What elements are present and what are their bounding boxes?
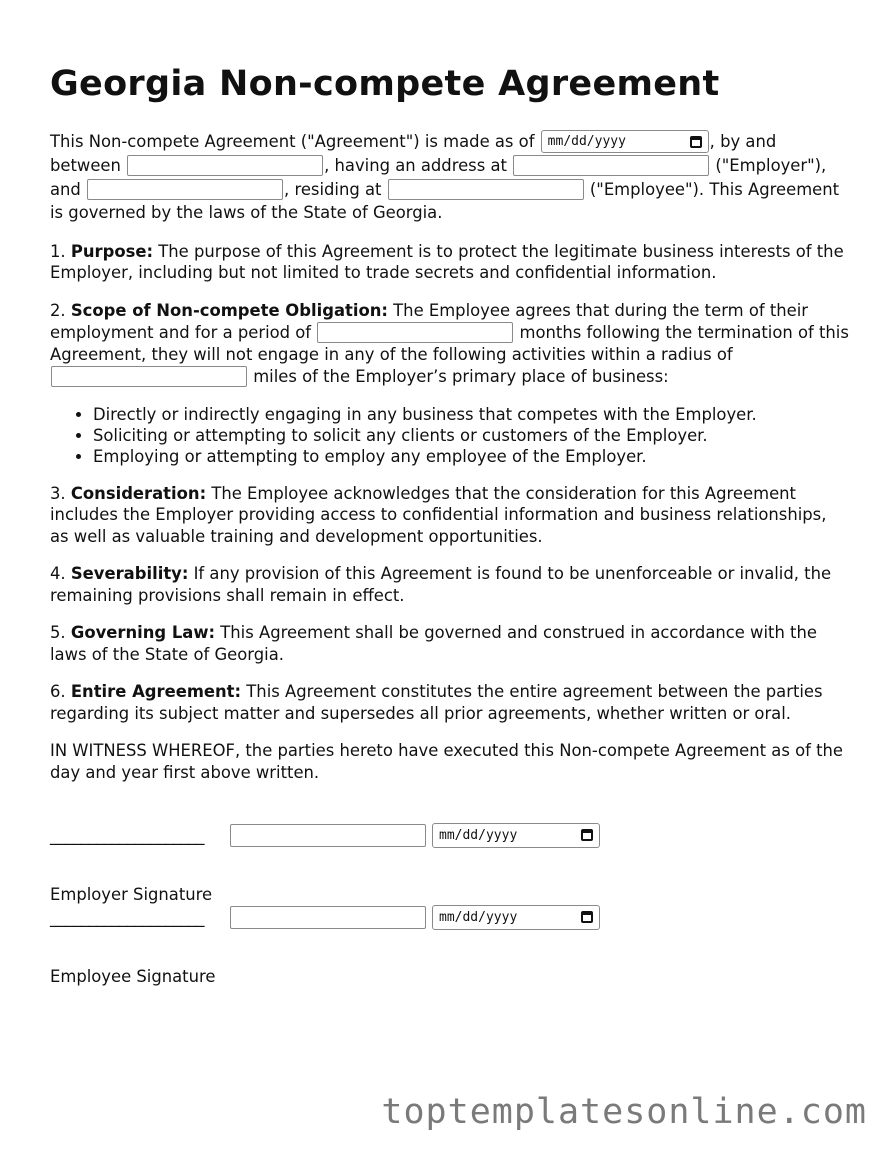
section-number: 4. xyxy=(50,564,71,583)
section-text: The Employee acknowledges that the consideration for this Agreement includes the Employer providing access to confidential information and business relationships, as well as valuable training and development opportunities. xyxy=(50,483,827,546)
page-title: Georgia Non-compete Agreement xyxy=(50,64,720,104)
section-heading: Purpose: xyxy=(70,241,154,261)
section-number: 6. xyxy=(50,682,71,701)
section-number: 1. xyxy=(50,241,71,261)
list-item: • Employing or attempting to employ any employee of the Employer. xyxy=(93,446,850,467)
employee-signature-label: Employee Signature xyxy=(50,967,216,986)
employee-date-field[interactable] xyxy=(432,905,600,930)
scope-text-3: miles of the Employer’s primary place of business: xyxy=(248,366,669,386)
date-placeholder: mm/dd/yyyy xyxy=(547,133,626,149)
calendar-icon[interactable] xyxy=(581,911,593,923)
section-text: This Agreement shall be governed and construed in accordance with the laws of the State of Georgia. xyxy=(50,623,817,664)
watermark: toptemplatesonline.com xyxy=(381,1092,867,1132)
employer-signature-field[interactable] xyxy=(230,824,426,847)
calendar-icon[interactable] xyxy=(690,136,702,148)
employer-address-field[interactable] xyxy=(513,155,709,176)
section-severability xyxy=(50,563,850,606)
radius-miles-field[interactable] xyxy=(51,366,247,387)
months-field[interactable] xyxy=(317,322,513,343)
intro-text-3: , having an address at xyxy=(324,156,513,175)
section-purpose xyxy=(50,241,850,284)
employee-signature-row xyxy=(50,903,850,931)
scope-text-1: The Employee agrees that during the term of their employment and for a period of xyxy=(50,300,809,342)
section-number: 2. xyxy=(50,300,71,320)
section-heading: Consideration: xyxy=(70,483,207,503)
signature-line: ____________________ xyxy=(50,907,204,927)
date-placeholder: mm/dd/yyyy xyxy=(439,827,518,843)
intro-text-6: ("Employee"). This Agreement is governed by the laws of the State of Georgia. xyxy=(50,179,840,222)
signature-line: ____________________ xyxy=(50,825,204,845)
section-text: If any provision of this Agreement is found to be unenforceable or invalid, the remaining provisions shall remain in effect. xyxy=(50,564,832,605)
section-number: 3. xyxy=(50,483,71,503)
employer-signature-row xyxy=(50,821,850,849)
section-heading: Scope of Non-compete Obligation: xyxy=(70,300,388,320)
section-text: This Agreement constitutes the entire agreement between the parties regarding its subject matter and supersedes all prior agreements, whether written or oral. xyxy=(50,682,823,723)
list-item: • Directly or indirectly engaging in any business that competes with the Employer. xyxy=(93,404,850,425)
employer-name-field[interactable] xyxy=(127,155,323,176)
section-governing-law xyxy=(50,622,850,665)
calendar-icon[interactable] xyxy=(581,829,593,841)
restricted-activities-list xyxy=(50,404,850,467)
date-placeholder: mm/dd/yyyy xyxy=(439,909,518,925)
intro-text-5: , residing at xyxy=(284,179,387,199)
section-consideration xyxy=(50,483,850,548)
section-text: The purpose of this Agreement is to protect the legitimate business interests of the Employer, including but not limited to trade secrets and confidential information. xyxy=(50,241,844,282)
intro-text-4: ("Employer"), and xyxy=(50,156,827,199)
employee-signature-field[interactable] xyxy=(230,906,426,929)
employee-address-field[interactable] xyxy=(388,179,584,200)
employer-date-field[interactable] xyxy=(432,823,600,848)
list-item: • Soliciting or attempting to solicit any clients or customers of the Employer. xyxy=(93,425,850,446)
intro-text-1: This Non-compete Agreement ("Agreement") is made as of xyxy=(50,132,540,151)
intro-text-2: , by and between xyxy=(50,132,777,175)
section-heading: Severability: xyxy=(70,564,189,583)
agreement-document xyxy=(50,62,850,799)
scope-text-2: months following the termination of this Agreement, they will not engage in any of the following activities within a radius of xyxy=(50,322,849,364)
section-number: 5. xyxy=(50,623,71,642)
agreement-date-field[interactable] xyxy=(541,130,709,153)
witness-paragraph: IN WITNESS WHEREOF, the parties hereto have executed this Non-compete Agreement as of the day and year first above written. xyxy=(50,741,843,782)
section-heading: Governing Law: xyxy=(70,623,216,642)
section-heading: Entire Agreement: xyxy=(70,682,242,701)
employer-signature-label: Employer Signature xyxy=(50,885,213,904)
intro-paragraph xyxy=(50,130,850,225)
section-entire-agreement xyxy=(50,681,850,724)
employee-name-field[interactable] xyxy=(87,179,283,200)
section-scope xyxy=(50,300,850,388)
